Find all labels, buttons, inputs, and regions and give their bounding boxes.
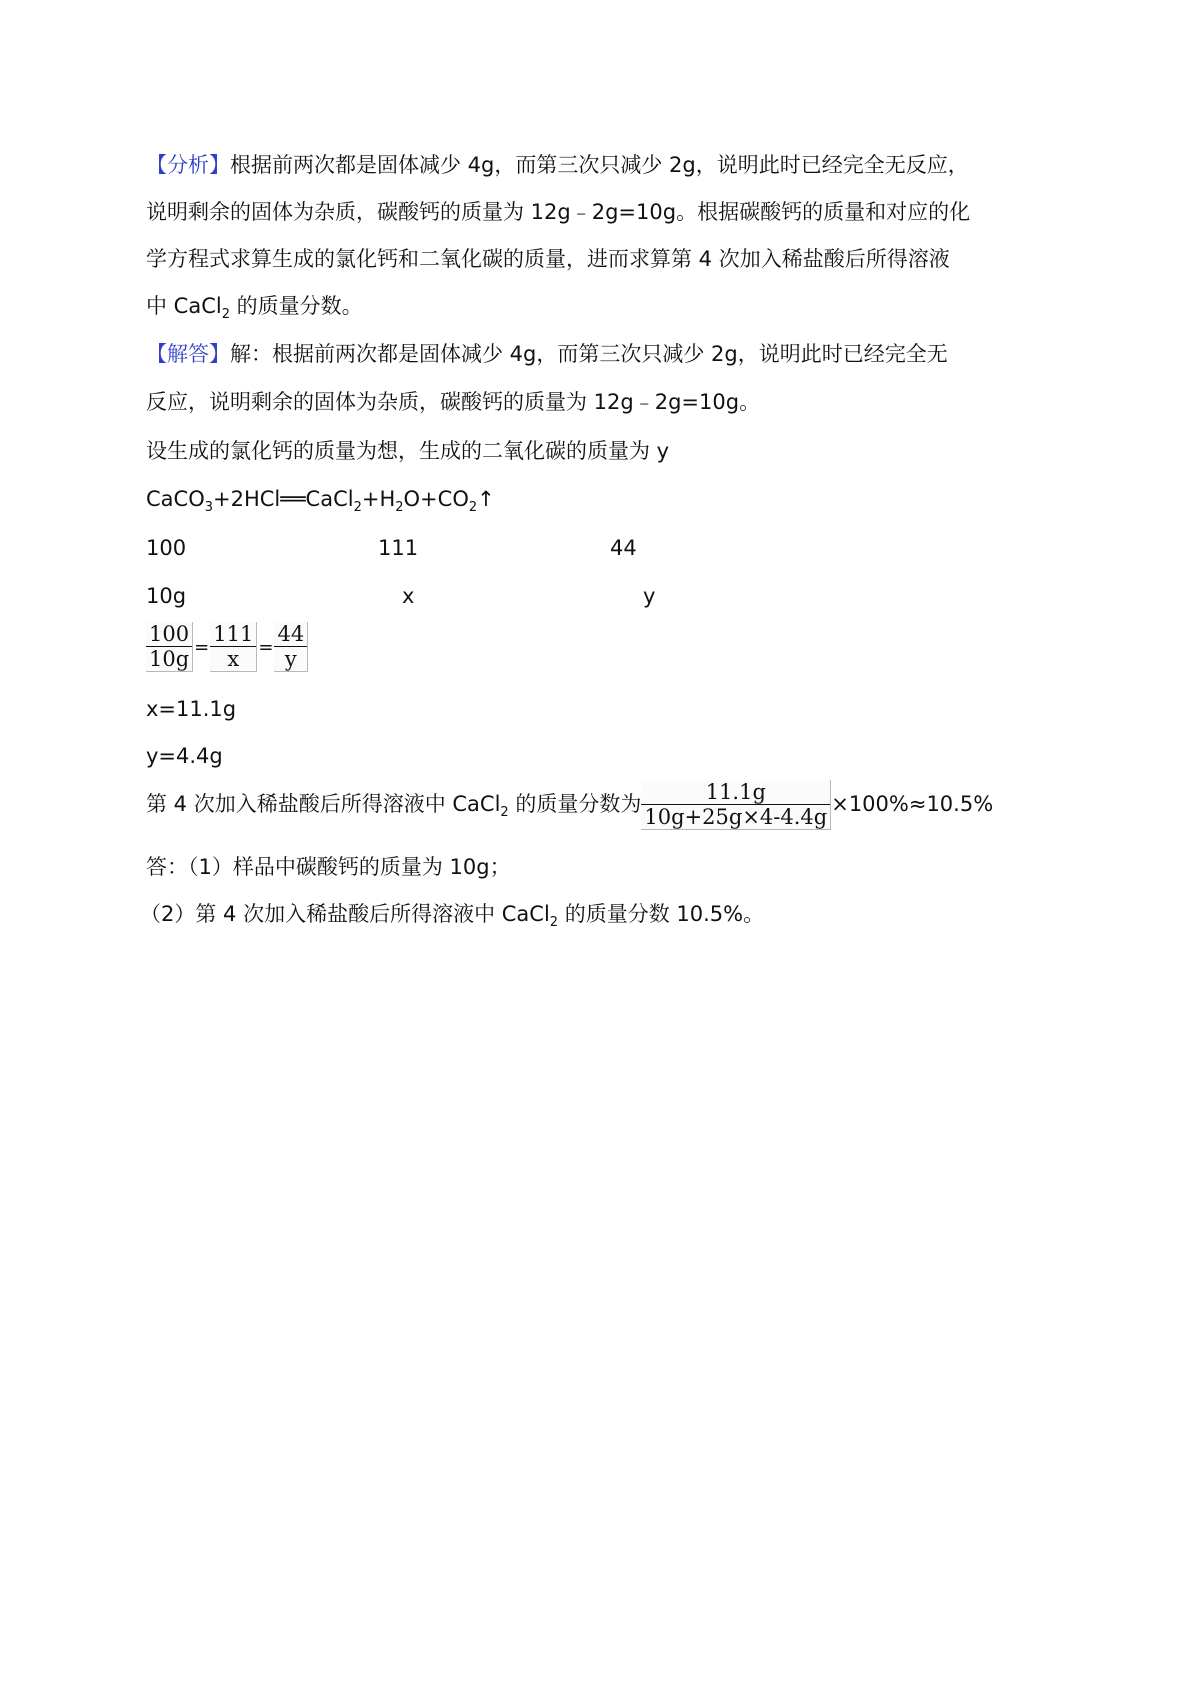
answer-line-1: 【解答】解：根据前两次都是固体减少 4g，而第三次只减少 2g，说明此时已经完全无 <box>146 342 948 366</box>
fraction-1: $\frac{100}{10g}$ <box>146 622 193 672</box>
chemical-equation: $CaCO_3+2HCl══CaCl_2+H_2O+CO_2↑$ <box>146 487 495 515</box>
result-y: y=4.4g <box>146 744 223 768</box>
conclusion-line-2: （2）第 4 次加入稀盐酸后所得溶液中 CaCl$_2$ 的质量分数 10.5%。 <box>140 902 765 930</box>
ratio-r1-c2: 111 <box>378 536 419 560</box>
mass-fraction: $\frac{11.1g}{10g+25g\times 4-4.4g}$ <box>641 780 831 830</box>
ratio-r2-c2: x <box>402 584 415 608</box>
conclusion-line-1: 答：（1）样品中碳酸钙的质量为 10g； <box>146 855 511 879</box>
ratio-r2-c1: 10g <box>146 584 187 608</box>
answer-line-3: 设生成的氯化钙的质量为想，生成的二氧化碳的质量为 y <box>146 439 670 463</box>
analysis-line-2: 说明剩余的固体为杂质，碳酸钙的质量为 12g﹣2g=10g。根据碳酸钙的质量和对应的化 <box>146 200 971 224</box>
answer-tag: 【解答】 <box>146 342 230 366</box>
analysis-tag: 【分析】 <box>146 153 230 177</box>
answer-line-2: 反应，说明剩余的固体为杂质，碳酸钙的质量为 12g﹣2g=10g。 <box>146 390 761 414</box>
analysis-line-4: 中 CaCl$_2$ 的质量分数。 <box>146 294 363 322</box>
ratio-r2-c3: y <box>643 584 656 608</box>
proportion-equation: $\frac{100}{10g}$ = $\frac{111}{x}$ = $\frac{44}{y}$ <box>146 622 308 672</box>
analysis-line-3: 学方程式求算生成的氯化钙和二氧化碳的质量，进而求算第 4 次加入稀盐酸后所得溶液 <box>146 247 950 271</box>
result-x: x=11.1g <box>146 697 237 721</box>
fraction-2: $\frac{111}{x}$ <box>210 622 257 672</box>
analysis-line-1: 【分析】根据前两次都是固体减少 4g，而第三次只减少 2g，说明此时已经完全无反应， <box>146 153 969 177</box>
ratio-r1-c1: 100 <box>146 536 187 560</box>
mass-fraction-line: 第 4 次加入稀盐酸后所得溶液中 CaCl$_2$ 的质量分数为 $\frac{11.1g}{10g+25g\times 4-4.4g}$ ×100%≈10.5% <box>146 780 994 829</box>
fraction-3: $\frac{44}{y}$ <box>274 622 308 672</box>
ratio-r1-c3: 44 <box>610 536 637 560</box>
